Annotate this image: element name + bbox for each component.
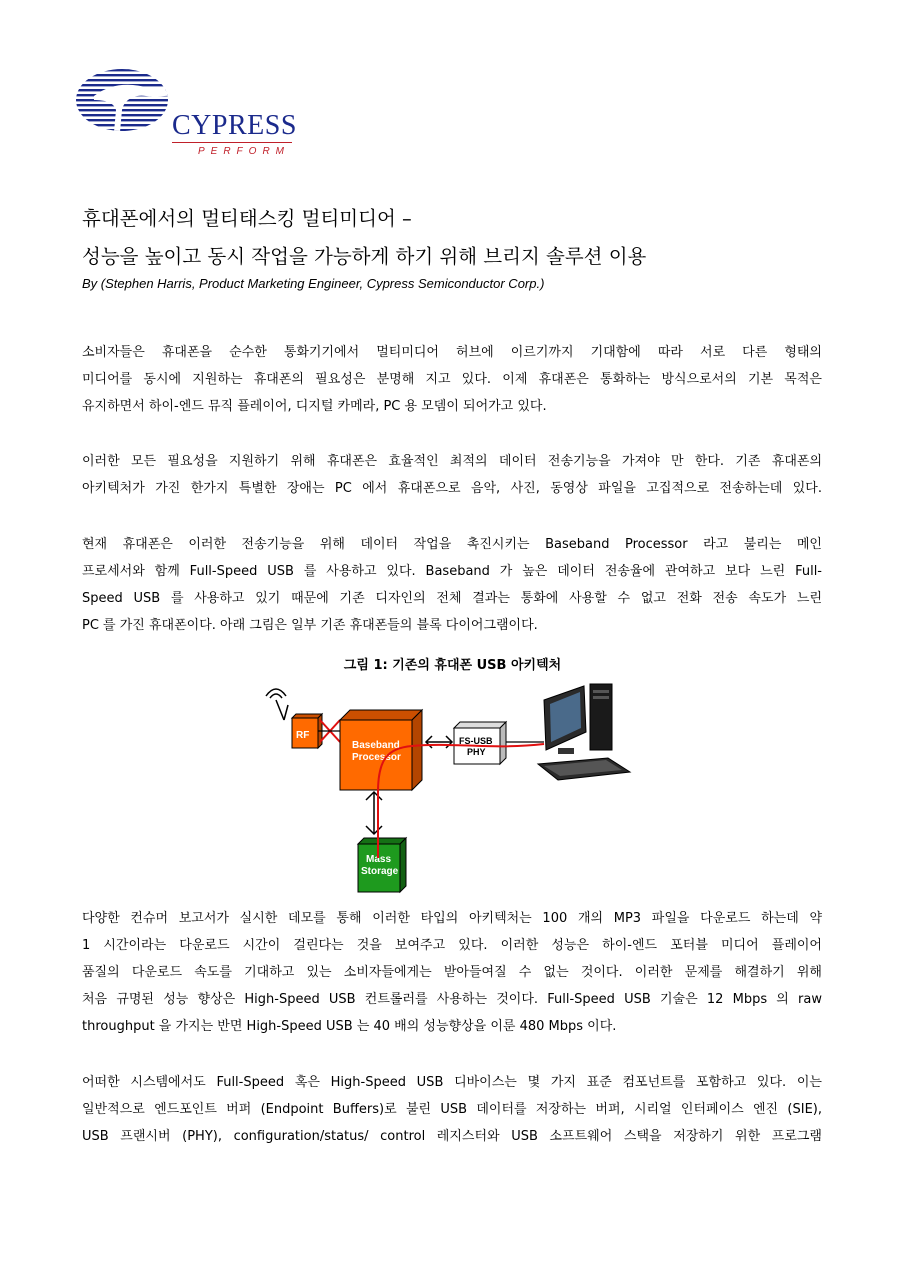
storage-label-1: Mass (366, 854, 392, 865)
paragraph-line: 품질의 다운로드 속도를 기대하고 있는 소비자들에게는 받아들여질 수 없는 것이다. 이러한 문제를 해결하기 위해 (82, 965, 822, 980)
paragraph-line: throughput 을 가지는 반면 High-Speed USB 는 40 배의 성능향상을 이룬 480 Mbps 이다. (82, 1019, 617, 1034)
paragraph-line: 처음 규명된 성능 향상은 High-Speed USB 컨트롤러를 사용하는 것이다. Full-Speed USB 기술은 12 Mbps 의 raw (82, 992, 822, 1007)
logo-rule (172, 142, 292, 143)
desktop-computer-icon (538, 684, 630, 780)
paragraph-line: 이러한 모든 필요성을 지원하기 위해 휴대폰은 효율적인 최적의 데이터 전송기능을 가져야 만 한다. 기존 휴대폰의 (82, 454, 822, 469)
antenna-icon (266, 689, 288, 720)
cypress-logo (74, 66, 298, 162)
article-title-line-2: 성능을 높이고 동시 작업을 가능하게 하기 위해 브리지 솔루션 이용 (82, 245, 647, 268)
storage-label-2: Storage (361, 866, 399, 877)
paragraph-3 (82, 531, 822, 639)
paragraph-line: 현재 휴대폰은 이러한 전송기능을 위해 데이터 작업을 촉진시키는 Baseband Processor 라고 불리는 메인 (82, 537, 822, 552)
paragraph-line: 다양한 컨슈머 보고서가 실시한 데모를 통해 이러한 타입의 아키텍처는 100 개의 MP3 파일을 다운로드 하는데 약 (82, 911, 822, 926)
logo-wordmark: CYPRESS (172, 110, 297, 141)
paragraph-2 (82, 448, 822, 502)
paragraph-1 (82, 339, 822, 420)
baseband-label-2: Processor (352, 752, 401, 763)
phy-label-1: FS-USB (459, 736, 493, 746)
baseband-label-1: Baseband (352, 740, 400, 751)
fs-usb-phy-block (454, 722, 506, 764)
usb-architecture-diagram (262, 680, 642, 900)
paragraph-line: USB 프랜시버 (PHY), configuration/status/ control 레지스터와 USB 소프트웨어 스택을 저장하기 위한 프로그램 (82, 1129, 822, 1144)
byline: By (Stephen Harris, Product Marketing Engineer, Cypress Semiconductor Corp.) (82, 276, 545, 291)
paragraph-line: 아키텍처가 가진 한가지 특별한 장애는 PC 에서 휴대폰으로 음악, 사진, 동영상 파일을 고집적으로 전송하는데 있다. (82, 481, 822, 496)
paragraph-line: Speed USB 를 사용하고 있기 때문에 기존 디자인의 전체 결과는 통화에 사용할 수 없고 전화 전송 속도가 느린 (82, 591, 822, 606)
mass-storage-block (358, 838, 406, 892)
paragraph-line: 프로세서와 함께 Full-Speed USB 를 사용하고 있다. Baseband 가 높은 데이터 전송율에 관여하고 보다 느린 Full- (82, 564, 822, 579)
paragraph-line: 어떠한 시스템에서도 Full-Speed 혹은 High-Speed USB 디바이스는 몇 가지 표준 컴포넌트를 포함하고 있다. 이는 (82, 1075, 822, 1090)
paragraph-4 (82, 905, 822, 1040)
paragraph-line: 소비자들은 휴대폰을 순수한 통화기기에서 멀티미디어 허브에 이르기까지 기대함에 따라 서로 다른 형태의 (82, 345, 822, 360)
article-title-line-1: 휴대폰에서의 멀티태스킹 멀티미디어 – (82, 207, 412, 230)
paragraph-line: 미디어를 동시에 지원하는 휴대폰의 필요성은 분명해 지고 있다. 이제 휴대폰은 통화하는 방식으로서의 기본 목적은 (82, 372, 822, 387)
paragraph-line: PC 를 가진 휴대폰이다. 아래 그림은 일부 기존 휴대폰들의 블록 다이어그램이다. (82, 618, 538, 633)
paragraph-line: 일반적으로 엔드포인트 버퍼 (Endpoint Buffers)로 불린 USB 데이터를 저장하는 버퍼, 시리얼 인터페이스 엔진 (SIE), (82, 1102, 822, 1117)
vertical-double-arrow-icon (366, 792, 382, 834)
rf-label: RF (296, 730, 310, 741)
baseband-processor-block (340, 710, 422, 790)
paragraph-line: 유지하면서 하이-엔드 뮤직 플레이어, 디지털 카메라, PC 용 모뎀이 되어가고 있다. (82, 399, 547, 414)
logo-tagline: PERFORM (198, 146, 290, 157)
horizontal-double-arrow-icon (426, 736, 452, 748)
paragraph-5 (82, 1069, 822, 1150)
figure-caption: 그림 1: 기존의 휴대폰 USB 아키텍처 (343, 658, 562, 673)
rf-block (292, 714, 322, 748)
paragraph-line: 1 시간이라는 다운로드 시간이 걸린다는 것을 보여주고 있다. 이러한 성능은 하이-엔드 포터블 미디어 플레이어 (82, 938, 822, 953)
phy-label-2: PHY (467, 747, 486, 757)
